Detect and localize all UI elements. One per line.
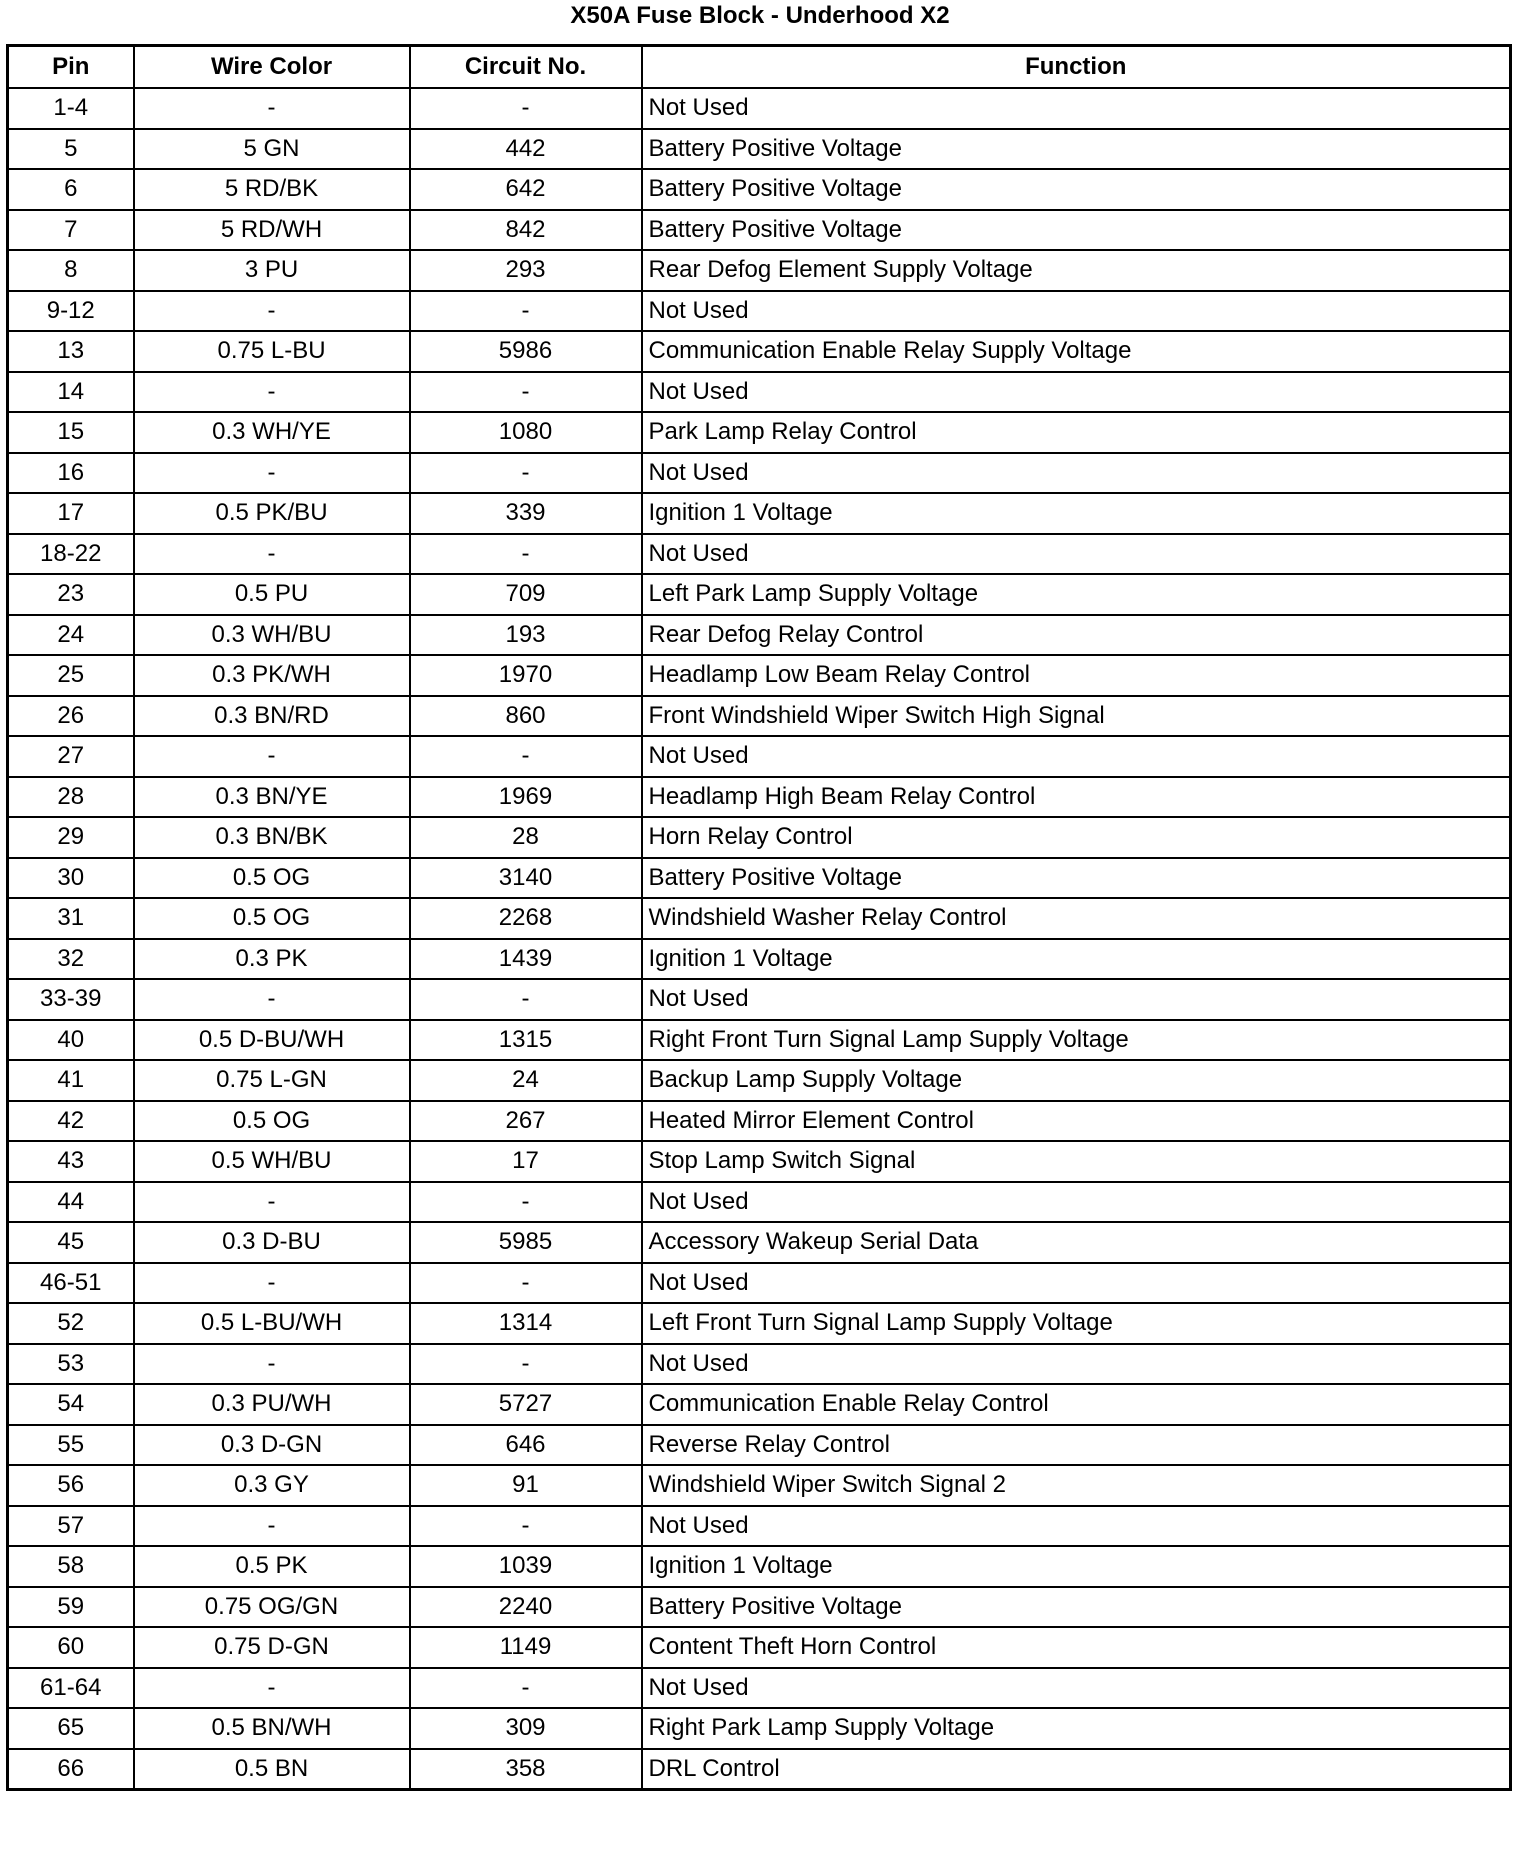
- table-row: [8, 1627, 1511, 1668]
- pin-cell: 46-51: [8, 1263, 134, 1304]
- circuit-cell: -: [410, 372, 642, 413]
- pin-cell: 60: [8, 1627, 134, 1668]
- wire-color-cell: 0.5 PU: [134, 574, 410, 615]
- circuit-cell: 1315: [410, 1020, 642, 1061]
- table-row: [8, 898, 1511, 939]
- wire-color-cell: 5 RD/WH: [134, 210, 410, 251]
- table-row: [8, 210, 1511, 251]
- pin-cell: 44: [8, 1182, 134, 1223]
- pin-cell: 53: [8, 1344, 134, 1385]
- wire-color-cell: -: [134, 979, 410, 1020]
- function-cell: Not Used: [642, 453, 1511, 494]
- wire-color-cell: 0.5 D-BU/WH: [134, 1020, 410, 1061]
- pin-cell: 7: [8, 210, 134, 251]
- table-row: [8, 777, 1511, 818]
- pin-cell: 66: [8, 1749, 134, 1790]
- pin-cell: 1-4: [8, 88, 134, 129]
- table-row: [8, 129, 1511, 170]
- circuit-cell: 2268: [410, 898, 642, 939]
- table-row: [8, 1020, 1511, 1061]
- pin-cell: 57: [8, 1506, 134, 1547]
- circuit-cell: 646: [410, 1425, 642, 1466]
- table-row: [8, 696, 1511, 737]
- wire-color-cell: 0.5 BN: [134, 1749, 410, 1790]
- circuit-cell: -: [410, 453, 642, 494]
- circuit-cell: 309: [410, 1708, 642, 1749]
- wire-color-cell: 5 GN: [134, 129, 410, 170]
- wire-color-cell: 0.3 WH/BU: [134, 615, 410, 656]
- function-cell: Not Used: [642, 1263, 1511, 1304]
- table-row: [8, 1546, 1511, 1587]
- pin-cell: 32: [8, 939, 134, 980]
- circuit-cell: 17: [410, 1141, 642, 1182]
- table-row: [8, 979, 1511, 1020]
- wire-color-cell: 0.5 OG: [134, 898, 410, 939]
- pin-cell: 43: [8, 1141, 134, 1182]
- pin-cell: 25: [8, 655, 134, 696]
- wire-color-cell: 0.5 OG: [134, 858, 410, 899]
- circuit-cell: 1439: [410, 939, 642, 980]
- function-cell: Not Used: [642, 736, 1511, 777]
- wire-color-cell: 0.3 WH/YE: [134, 412, 410, 453]
- function-cell: Not Used: [642, 1506, 1511, 1547]
- function-cell: Windshield Wiper Switch Signal 2: [642, 1465, 1511, 1506]
- pin-cell: 23: [8, 574, 134, 615]
- circuit-cell: 1080: [410, 412, 642, 453]
- pin-cell: 5: [8, 129, 134, 170]
- pin-cell: 58: [8, 1546, 134, 1587]
- wire-color-cell: 5 RD/BK: [134, 169, 410, 210]
- circuit-cell: 1314: [410, 1303, 642, 1344]
- circuit-cell: 339: [410, 493, 642, 534]
- circuit-cell: 5727: [410, 1384, 642, 1425]
- function-cell: Not Used: [642, 1344, 1511, 1385]
- wire-color-cell: -: [134, 1668, 410, 1709]
- function-cell: Battery Positive Voltage: [642, 858, 1511, 899]
- table-row: [8, 1668, 1511, 1709]
- table-row: [8, 331, 1511, 372]
- function-cell: Accessory Wakeup Serial Data: [642, 1222, 1511, 1263]
- header-row: [8, 46, 1511, 89]
- circuit-cell: 3140: [410, 858, 642, 899]
- wire-color-cell: -: [134, 534, 410, 575]
- wire-color-cell: 0.3 BN/BK: [134, 817, 410, 858]
- pin-cell: 26: [8, 696, 134, 737]
- pin-cell: 8: [8, 250, 134, 291]
- circuit-cell: 1969: [410, 777, 642, 818]
- pin-cell: 33-39: [8, 979, 134, 1020]
- wire-color-cell: -: [134, 88, 410, 129]
- header-pin: Pin: [8, 46, 134, 89]
- table-row: [8, 1708, 1511, 1749]
- pin-cell: 30: [8, 858, 134, 899]
- wire-color-cell: -: [134, 291, 410, 332]
- function-cell: Communication Enable Relay Control: [642, 1384, 1511, 1425]
- circuit-cell: 842: [410, 210, 642, 251]
- table-row: [8, 169, 1511, 210]
- circuit-cell: 1970: [410, 655, 642, 696]
- pin-cell: 61-64: [8, 1668, 134, 1709]
- pin-cell: 40: [8, 1020, 134, 1061]
- pin-cell: 27: [8, 736, 134, 777]
- pin-cell: 18-22: [8, 534, 134, 575]
- circuit-cell: -: [410, 534, 642, 575]
- wire-color-cell: -: [134, 736, 410, 777]
- table-row: [8, 817, 1511, 858]
- function-cell: Rear Defog Element Supply Voltage: [642, 250, 1511, 291]
- pin-cell: 42: [8, 1101, 134, 1142]
- pin-cell: 65: [8, 1708, 134, 1749]
- pinout-table: [6, 44, 1512, 1791]
- wire-color-cell: -: [134, 1263, 410, 1304]
- function-cell: Battery Positive Voltage: [642, 169, 1511, 210]
- circuit-cell: 2240: [410, 1587, 642, 1628]
- wire-color-cell: 0.3 GY: [134, 1465, 410, 1506]
- table-row: [8, 1303, 1511, 1344]
- circuit-cell: -: [410, 979, 642, 1020]
- function-cell: Park Lamp Relay Control: [642, 412, 1511, 453]
- function-cell: Horn Relay Control: [642, 817, 1511, 858]
- circuit-cell: 91: [410, 1465, 642, 1506]
- pin-cell: 14: [8, 372, 134, 413]
- table-row: [8, 1182, 1511, 1223]
- function-cell: Stop Lamp Switch Signal: [642, 1141, 1511, 1182]
- wire-color-cell: 0.3 BN/RD: [134, 696, 410, 737]
- function-cell: Left Front Turn Signal Lamp Supply Voltage: [642, 1303, 1511, 1344]
- wire-color-cell: 0.75 L-BU: [134, 331, 410, 372]
- function-cell: Right Front Turn Signal Lamp Supply Voltage: [642, 1020, 1511, 1061]
- wire-color-cell: 0.75 OG/GN: [134, 1587, 410, 1628]
- wire-color-cell: 0.3 BN/YE: [134, 777, 410, 818]
- circuit-cell: 1039: [410, 1546, 642, 1587]
- wire-color-cell: 0.75 D-GN: [134, 1627, 410, 1668]
- function-cell: Rear Defog Relay Control: [642, 615, 1511, 656]
- table-row: [8, 858, 1511, 899]
- circuit-cell: 267: [410, 1101, 642, 1142]
- wire-color-cell: 0.5 PK: [134, 1546, 410, 1587]
- pin-cell: 31: [8, 898, 134, 939]
- table-row: [8, 534, 1511, 575]
- function-cell: Headlamp Low Beam Relay Control: [642, 655, 1511, 696]
- circuit-cell: 709: [410, 574, 642, 615]
- circuit-cell: 28: [410, 817, 642, 858]
- table-row: [8, 574, 1511, 615]
- function-cell: Left Park Lamp Supply Voltage: [642, 574, 1511, 615]
- header-wire-color: Wire Color: [134, 46, 410, 89]
- pin-cell: 41: [8, 1060, 134, 1101]
- circuit-cell: 5985: [410, 1222, 642, 1263]
- wire-color-cell: 0.3 D-BU: [134, 1222, 410, 1263]
- function-cell: Not Used: [642, 1182, 1511, 1223]
- pin-cell: 15: [8, 412, 134, 453]
- wire-color-cell: 0.3 PK/WH: [134, 655, 410, 696]
- table-row: [8, 1101, 1511, 1142]
- pin-cell: 29: [8, 817, 134, 858]
- function-cell: Not Used: [642, 534, 1511, 575]
- pin-cell: 9-12: [8, 291, 134, 332]
- table-row: [8, 88, 1511, 129]
- function-cell: Content Theft Horn Control: [642, 1627, 1511, 1668]
- pin-cell: 56: [8, 1465, 134, 1506]
- pin-cell: 45: [8, 1222, 134, 1263]
- table-row: [8, 250, 1511, 291]
- wire-color-cell: 0.5 BN/WH: [134, 1708, 410, 1749]
- circuit-cell: -: [410, 1263, 642, 1304]
- table-row: [8, 1384, 1511, 1425]
- circuit-cell: 293: [410, 250, 642, 291]
- wire-color-cell: 0.5 WH/BU: [134, 1141, 410, 1182]
- function-cell: Headlamp High Beam Relay Control: [642, 777, 1511, 818]
- circuit-cell: -: [410, 88, 642, 129]
- wire-color-cell: -: [134, 372, 410, 413]
- header-circuit-no: Circuit No.: [410, 46, 642, 89]
- circuit-cell: 193: [410, 615, 642, 656]
- table-body: [8, 88, 1511, 1790]
- function-cell: Communication Enable Relay Supply Voltage: [642, 331, 1511, 372]
- function-cell: Right Park Lamp Supply Voltage: [642, 1708, 1511, 1749]
- table-row: [8, 655, 1511, 696]
- pin-cell: 13: [8, 331, 134, 372]
- circuit-cell: 5986: [410, 331, 642, 372]
- table-row: [8, 1344, 1511, 1385]
- table-row: [8, 1425, 1511, 1466]
- table-row: [8, 615, 1511, 656]
- wire-color-cell: 0.5 OG: [134, 1101, 410, 1142]
- circuit-cell: -: [410, 1668, 642, 1709]
- pin-cell: 28: [8, 777, 134, 818]
- wire-color-cell: 0.5 L-BU/WH: [134, 1303, 410, 1344]
- table-row: [8, 1587, 1511, 1628]
- circuit-cell: 358: [410, 1749, 642, 1790]
- wire-color-cell: 0.5 PK/BU: [134, 493, 410, 534]
- function-cell: Ignition 1 Voltage: [642, 939, 1511, 980]
- function-cell: Ignition 1 Voltage: [642, 1546, 1511, 1587]
- wire-color-cell: 0.3 PK: [134, 939, 410, 980]
- pin-cell: 24: [8, 615, 134, 656]
- function-cell: Battery Positive Voltage: [642, 210, 1511, 251]
- table-row: [8, 493, 1511, 534]
- wire-color-cell: 0.3 PU/WH: [134, 1384, 410, 1425]
- wire-color-cell: -: [134, 1182, 410, 1223]
- table-row: [8, 939, 1511, 980]
- table-row: [8, 1222, 1511, 1263]
- pin-cell: 59: [8, 1587, 134, 1628]
- function-cell: Ignition 1 Voltage: [642, 493, 1511, 534]
- wire-color-cell: 0.3 D-GN: [134, 1425, 410, 1466]
- circuit-cell: -: [410, 1182, 642, 1223]
- table-row: [8, 1465, 1511, 1506]
- table-row: [8, 291, 1511, 332]
- wire-color-cell: -: [134, 453, 410, 494]
- function-cell: Not Used: [642, 1668, 1511, 1709]
- function-cell: Heated Mirror Element Control: [642, 1101, 1511, 1142]
- pin-cell: 54: [8, 1384, 134, 1425]
- circuit-cell: -: [410, 736, 642, 777]
- function-cell: Not Used: [642, 291, 1511, 332]
- table-row: [8, 736, 1511, 777]
- page-title: X50A Fuse Block - Underhood X2: [570, 2, 950, 29]
- table-header: [8, 46, 1511, 89]
- table-row: [8, 453, 1511, 494]
- table-row: [8, 412, 1511, 453]
- circuit-cell: 642: [410, 169, 642, 210]
- header-function: Function: [642, 46, 1511, 89]
- function-cell: Battery Positive Voltage: [642, 1587, 1511, 1628]
- wire-color-cell: 3 PU: [134, 250, 410, 291]
- circuit-cell: 442: [410, 129, 642, 170]
- pin-cell: 52: [8, 1303, 134, 1344]
- circuit-cell: -: [410, 1344, 642, 1385]
- function-cell: Windshield Washer Relay Control: [642, 898, 1511, 939]
- circuit-cell: 24: [410, 1060, 642, 1101]
- table-row: [8, 1141, 1511, 1182]
- table-row: [8, 1060, 1511, 1101]
- wire-color-cell: -: [134, 1344, 410, 1385]
- table-row: [8, 1506, 1511, 1547]
- circuit-cell: 860: [410, 696, 642, 737]
- wire-color-cell: -: [134, 1506, 410, 1547]
- function-cell: Battery Positive Voltage: [642, 129, 1511, 170]
- pin-cell: 55: [8, 1425, 134, 1466]
- function-cell: Not Used: [642, 88, 1511, 129]
- function-cell: Backup Lamp Supply Voltage: [642, 1060, 1511, 1101]
- function-cell: DRL Control: [642, 1749, 1511, 1790]
- circuit-cell: 1149: [410, 1627, 642, 1668]
- pin-cell: 16: [8, 453, 134, 494]
- pin-cell: 17: [8, 493, 134, 534]
- circuit-cell: -: [410, 291, 642, 332]
- function-cell: Front Windshield Wiper Switch High Signal: [642, 696, 1511, 737]
- function-cell: Not Used: [642, 979, 1511, 1020]
- function-cell: Reverse Relay Control: [642, 1425, 1511, 1466]
- table-row: [8, 1263, 1511, 1304]
- table-row: [8, 1749, 1511, 1790]
- wire-color-cell: 0.75 L-GN: [134, 1060, 410, 1101]
- circuit-cell: -: [410, 1506, 642, 1547]
- table-row: [8, 372, 1511, 413]
- function-cell: Not Used: [642, 372, 1511, 413]
- pin-cell: 6: [8, 169, 134, 210]
